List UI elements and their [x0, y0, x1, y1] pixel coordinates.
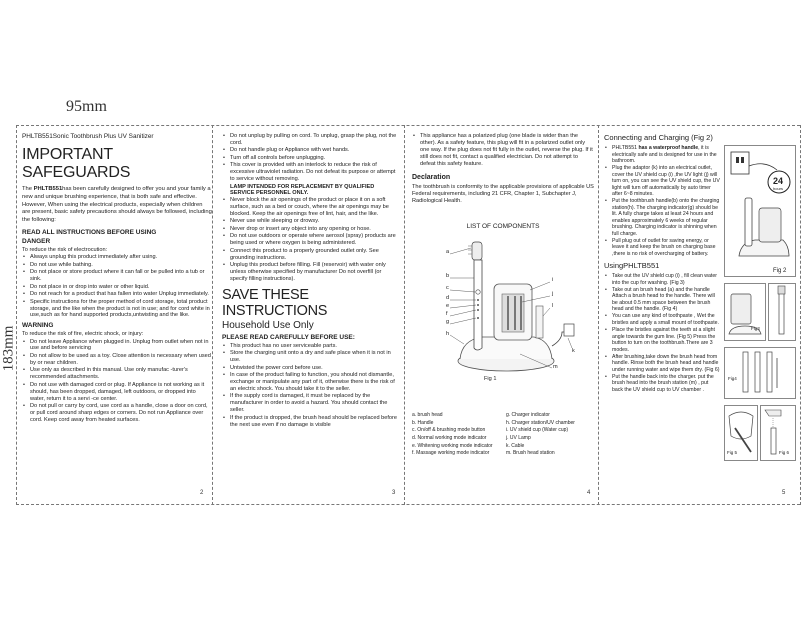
list-item: • Do not reach for a product that has fallen into water Unplug immediately.: [22, 291, 212, 298]
using-heading: UsingPHLTB551: [604, 261, 660, 271]
callout-e: e: [446, 303, 450, 310]
callout-c: c: [446, 285, 449, 292]
list-item: • PHLTB551 has a waterproof handle, it is electrically safe and is designed for use in the bathroom.: [604, 145, 720, 165]
legend-item: b. Handle: [412, 419, 434, 426]
declaration-text: The toothbrush is conformity to the applicable provisions of applicable US Federal requirements, including 21 CFR, Chapter 1, Subchapter J, Radiological Health.: [412, 183, 594, 204]
warning-heading: WARNING: [22, 322, 54, 330]
legend-item: h. Charger station/UV chamber: [506, 419, 575, 426]
callout-f: f: [446, 311, 448, 318]
list-item: • This product has no user serviceable parts.: [222, 343, 400, 350]
list-item: • Store the charging unit onto a dry and safe place when it is not in use.: [222, 350, 400, 364]
rinsing-illustration: [761, 406, 795, 460]
list-item: • Do not allow to be used as a toy. Close attention is necessary when used by or near children.: [22, 353, 212, 367]
charging-list: [604, 145, 720, 257]
legend-item: k. Cable: [506, 442, 525, 449]
legend-item: e. Whitening working mode indicator: [412, 442, 493, 449]
page-components: [412, 133, 594, 501]
figure-caption: Fig 6: [779, 450, 790, 455]
list-item: • Put the handle back into the charger. put the brush head into the brush station (m) , put back the UV shield cup to UV chamber .: [604, 374, 720, 394]
list-item: • In case of the product failing to function, you should not dismantle, exchange or manipulate any part of it, otherwise there is the risk of an electric shock. You should take it to the seller.: [222, 372, 400, 393]
list-item: • Take out the UV shield cup (i) , fill clean water into the cup for washing. (Fig 3): [604, 273, 720, 286]
plug-list: [412, 133, 594, 168]
list-item: • Do not pull or carry by cord, use cord as a handle, close a door on cord, or pull cord around sharp edges or corners. Do not run Appliance over cord. Keep cord away from heated surfaces.: [22, 403, 212, 424]
product-header: PHLTB551Sonic Toothbrush Plus UV Sanitizer: [22, 133, 154, 140]
list-item: • Take out an brush head (a) and the handle Attach a brush head to the handle. There will be about 0.5 mm space between the brush head and the handle. (Fig 4): [604, 287, 720, 313]
figure-3-detail: [768, 283, 796, 341]
please-list: [222, 343, 400, 429]
household-subtitle: Household Use Only: [222, 319, 314, 331]
list-item: • Do not unplug by pulling on cord. To unplug, grasp the plug, not the cord.: [222, 133, 400, 147]
figure-caption: Fig 2: [773, 268, 787, 274]
callout-i: i: [552, 277, 554, 284]
list-item: • Do not use outdoors or operate where aerosol (spray) products are being used or where oxygen is being administered.: [222, 233, 400, 247]
list-item: • This appliance has a polarized plug (one blade is wider than the other). As a safety feature, this plug will fit in a polarized outlet only one way. If the plug does not fit fully in the outlet, reverse the plug. If it still does not fit, contact a qualified electrician. Do not attempt to defeat this safety feature.: [412, 133, 594, 168]
handle-assembly-illustration: [725, 348, 795, 398]
declaration-heading: Declaration: [412, 173, 451, 181]
list-item: • Always unplug this product immediately after using.: [22, 254, 212, 261]
page-safeguards: [22, 133, 212, 501]
legend-item: j. UV Lamp: [506, 434, 531, 441]
intro-paragraph: The PHLTB551has been carefully designed to offer you and your family a new and unique brushing experience, that is both safe and effective. However, When using the electrical products, especially when children are present, basic safety precautions should always be followed, including the following:: [22, 186, 212, 224]
list-item: • Place the bristles against the teeth at a slight angle towards the gum line. (Fig 5) Press the button to turn on the toothbrush.There are 3 modes.: [604, 327, 720, 353]
list-item: • This cover is provided with an interlock to reduce the risk of excessive ultraviolet radiation. Do not defeat its purpose or attempt to service without removing.: [222, 162, 400, 183]
using-list: [604, 273, 720, 393]
charger-illustration: [725, 146, 795, 266]
list-item: • If the product is dropped, the brush head should be replaced before the next use even if no damage is visible: [222, 415, 400, 429]
page-charging-and-using: [604, 133, 800, 501]
danger-list: [22, 254, 212, 319]
figure-caption: Fig4: [728, 376, 737, 381]
callout-j: j: [552, 291, 554, 298]
charging-heading: Connecting and Charging (Fig 2): [604, 133, 713, 142]
cord-list: [222, 133, 400, 183]
cup-illustration: [725, 284, 765, 340]
callout-a: a: [446, 249, 450, 256]
please-read-heading: PLEASE READ CAREFULLY BEFORE USE:: [222, 333, 355, 341]
danger-intro: To reduce the risk of electrocution:: [22, 246, 108, 253]
list-item: • Never block the air openings of the product or place it on a soft surface, such as a bed or couch, where the air openings may be blocked. Keep the air openings free of lint, hair, and the like.: [222, 197, 400, 218]
list-item: • Do not handle plug or Appliance with wet hands.: [222, 147, 400, 154]
list-item: • Never drop or insert any object into any opening or hose.: [222, 226, 400, 233]
legend-item: f. Massage working mode indicator: [412, 450, 490, 457]
callout-k: k: [572, 348, 575, 355]
warning-list: [22, 339, 212, 424]
toothbrush-illustration: [412, 236, 594, 386]
list-item: • Turn off all controls before unplugging.: [222, 155, 400, 162]
brush-head-illustration: [769, 284, 795, 340]
cut-line: [800, 125, 801, 505]
list-item: • Untwisted the power cord before use.: [222, 365, 400, 372]
legend-item: c. On/off & brushing mode button: [412, 427, 486, 434]
legend-item: a. brush head: [412, 412, 443, 419]
usage-list: [222, 197, 400, 283]
list-item: • After brushing,take down the brush head from handle. Rinse both the brush head and handle under running water and wipe them dry. (Fig 6): [604, 354, 720, 374]
cut-line: [16, 125, 17, 505]
legend-item: i. UV shield cup (Water cup): [506, 427, 569, 434]
hours-badge-number: 24: [773, 176, 784, 186]
danger-heading: DANGER: [22, 237, 51, 245]
callout-d: d: [446, 295, 450, 302]
legend-item: g. Charger indicator: [506, 412, 550, 419]
figure-4: [724, 347, 796, 399]
page-number: 3: [392, 490, 396, 496]
figure-6: [760, 405, 796, 461]
page-number: 5: [782, 490, 786, 496]
lamp-note: LAMP INTENDED FOR REPLACEMENT BY QUALIFIED SERVICE PERSONNEL ONLY.: [230, 183, 375, 197]
read-instructions-heading: READ ALL INSTRUCTIONS BEFORE USING: [22, 228, 157, 236]
components-legend: [412, 412, 594, 458]
list-item: • Put the toothbrush handle(b) onto the charging station(h). The charging indicator(g) should be lit. A fully charge takes at least 24 hours and enables approximately 6 weeks of regular brushing. Charging indicator is shinning when full charge.: [604, 198, 720, 237]
figure-caption: Fig 1: [484, 376, 497, 383]
list-item: • You can use any kind of toothpaste , Wet the bristles and apply a small mount of toothpaste.: [604, 313, 720, 326]
figure-caption: Fig 5: [727, 450, 738, 455]
legend-item: d. Normal working mode indicator: [412, 434, 487, 441]
legend-item: m. Brush head station: [506, 450, 555, 457]
height-dimension-label: 183mm: [0, 325, 17, 372]
components-heading: LIST OF COMPONENTS: [466, 223, 540, 231]
list-item: • If the supply cord is damaged, it must be replaced by the manufacturer in order to avoid a hazard. You should contact the seller.: [222, 393, 400, 414]
list-item: • Plug the adaptor (k) into an electrical outlet, cover the UV shield cup (i) ,the UV light (j) will turn on, you can see the UV shield cup, the UV light will turn off automatically by auto timer after 6~8 minutes.: [604, 165, 720, 198]
list-item: • Never use while sleeping or drowsy.: [222, 218, 400, 225]
list-item: • Do not place or store product where it can fall or be pulled into a tub or sink.: [22, 269, 212, 283]
components-diagram: [412, 236, 594, 406]
callout-l: l: [552, 303, 554, 310]
page-title: IMPORTANT SAFEGUARDS: [22, 146, 131, 181]
figure-caption: Fig3: [751, 326, 760, 331]
figure-5: [724, 405, 758, 461]
save-instructions-title: SAVE THESE INSTRUCTIONS: [222, 286, 328, 319]
list-item: • Use only as described in this manual. Use only manufac -turer's recommended attachments.: [22, 367, 212, 381]
warning-intro: To reduce the risk of fire, electric shock, or injury:: [22, 331, 144, 338]
list-item: • Connect this product to a properly grounded outlet only. See grounding instructions.: [222, 248, 400, 262]
page-number: 4: [587, 490, 591, 496]
list-item: • Do not use while bathing.: [22, 262, 212, 269]
fold-line: [212, 125, 213, 505]
fold-line: [598, 125, 599, 505]
list-item: • Pull plug out of outlet for saving energy, or leave it and keep the brush on charging base ,there is no risk of overcharging of battery.: [604, 238, 720, 258]
list-item: • Specific instructions for the proper method of cord storage, total product storage, and the like when the product is not in use; and for cord white in use,such as for hand supported products,untwisting and the like.: [22, 299, 212, 320]
fold-line: [404, 125, 405, 505]
page-number: 2: [200, 490, 204, 496]
list-item: • Do not use with damaged cord or plug. If Appliance is not working as it should, has been dropped, damaged, left outdoors, or dropped into water, return it to a servi -ce center.: [22, 382, 212, 403]
callout-m: m: [553, 364, 558, 371]
hours-badge-label: hours: [773, 186, 784, 191]
figure-3: [724, 283, 766, 341]
list-item: • Unplug this product before filling. Fill (reservoir) with water only unless otherwise specified by manufacturer Do not overfill (or specify filling instructions).: [222, 262, 400, 283]
figure-2: [724, 145, 796, 277]
list-item: • Do not leave Appliance when plugged in. Unplug from outlet when not in use and before servicing: [22, 339, 212, 353]
callout-h: h: [446, 331, 450, 338]
list-item: • Do not place in or drop into water or other liquid.: [22, 284, 212, 291]
callout-b: b: [446, 273, 450, 280]
callout-g: g: [446, 319, 450, 326]
page-instructions: [222, 133, 400, 501]
width-dimension-label: 95mm: [66, 98, 107, 115]
